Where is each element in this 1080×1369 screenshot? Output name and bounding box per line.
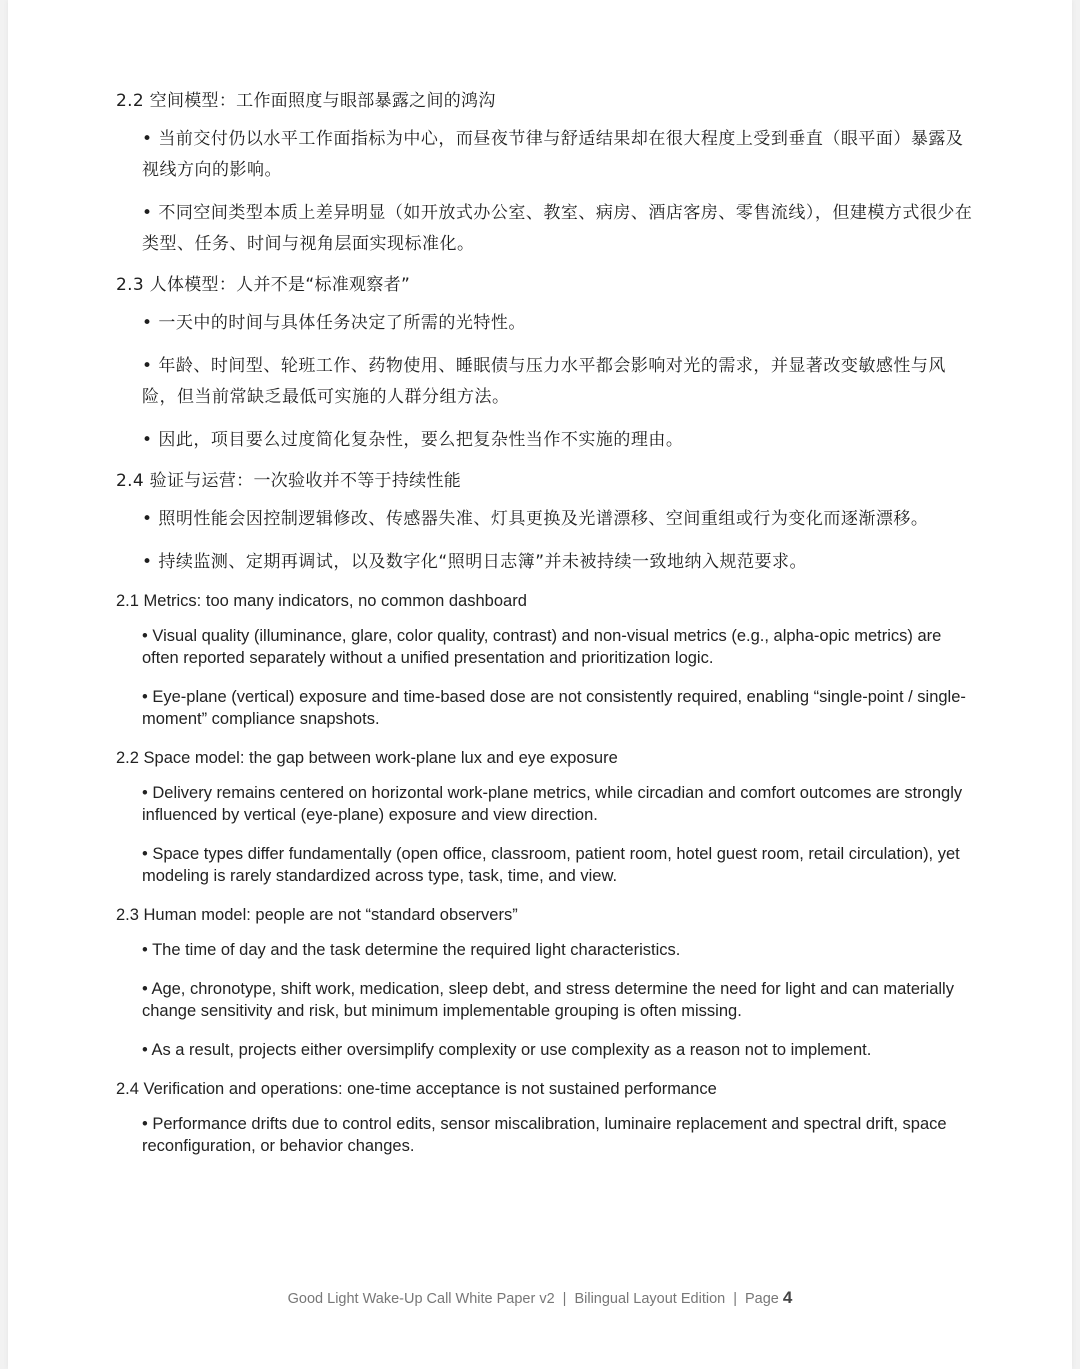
section-heading: 2.1 Metrics: too many indicators, no common dashboard: [116, 592, 527, 610]
page-footer: [8, 1288, 1072, 1308]
bullet-item: • 照明性能会因控制逻辑修改、传感器失准、灯具更换及光谱漂移、空间重组或行为变化而逐渐漂移。: [142, 509, 929, 529]
page-content: [116, 88, 976, 1174]
section-heading: 2.3 Human model: people are not “standard observers”: [116, 906, 518, 924]
page-number: 4: [782, 1288, 793, 1307]
section-heading: 2.2 Space model: the gap between work-plane lux and eye exposure: [116, 749, 618, 767]
bullet-item: • 当前交付仍以水平工作面指标为中心，而昼夜节律与舒适结果却在很大程度上受到垂直（眼平面）暴露及视线方向的影响。: [142, 129, 964, 180]
en-section-2-4: [116, 1078, 976, 1157]
bullet-item: • Delivery remains centered on horizontal work-plane metrics, while circadian and comfort outcomes are strongly influenced by vertical (eye-plane) exposure and view direction.: [142, 784, 963, 824]
document-page: [8, 0, 1072, 1369]
bullet-item: • Eye-plane (vertical) exposure and time-based dose are not consistently required, enabling “single-point / single-moment” compliance snapshots.: [142, 688, 966, 728]
bullet-item: • 不同空间类型本质上差异明显（如开放式办公室、教室、病房、酒店客房、零售流线），但建模方式很少在类型、任务、时间与视角层面实现标准化。: [142, 203, 973, 254]
bullet-item: • As a result, projects either oversimplify complexity or use complexity as a reason not to implement.: [142, 1041, 872, 1059]
bullet-item: • 年龄、时间型、轮班工作、药物使用、睡眠债与压力水平都会影响对光的需求，并显著改变敏感性与风险，但当前常缺乏最低可实施的人群分组方法。: [142, 356, 946, 407]
section-heading: 2.4 验证与运营：一次验收并不等于持续性能: [116, 471, 462, 491]
footer-page-label: Page: [744, 1291, 779, 1307]
section-heading: 2.4 Verification and operations: one-time acceptance is not sustained performance: [116, 1080, 717, 1098]
bullet-item: • 因此，项目要么过度简化复杂性，要么把复杂性当作不实施的理由。: [142, 430, 684, 450]
bullet-item: • Performance drifts due to control edits, sensor miscalibration, luminaire replacement and spectral drift, space reconfiguration, or behavior changes.: [142, 1115, 947, 1155]
bullet-item: • 持续监测、定期再调试，以及数字化“照明日志簿”并未被持续一致地纳入规范要求。: [142, 552, 808, 572]
section-heading: 2.3 人体模型：人并不是“标准观察者”: [116, 275, 411, 295]
en-section-2-2: [116, 747, 976, 887]
en-section-2-1: [116, 590, 976, 730]
footer-separator: |: [562, 1291, 567, 1307]
en-section-2-3: [116, 904, 976, 1061]
bullet-item: • 一天中的时间与具体任务决定了所需的光特性。: [142, 313, 526, 333]
bullet-item: • Visual quality (illuminance, glare, color quality, contrast) and non-visual metrics (e.g., alpha-opic metrics) are often reported separately without a unified presentation and prioritization logic.: [142, 627, 942, 667]
bullet-item: • Space types differ fundamentally (open office, classroom, patient room, hotel guest room, retail circulation), yet modeling is rarely standardized across type, task, time, and view.: [142, 845, 960, 885]
footer-separator: |: [733, 1291, 737, 1307]
zh-section-2-4: [116, 468, 976, 578]
bullet-item: • The time of day and the task determine the required light characteristics.: [142, 941, 681, 959]
footer-edition: Bilingual Layout Edition: [574, 1291, 726, 1307]
section-heading: 2.2 空间模型：工作面照度与眼部暴露之间的鸿沟: [116, 91, 496, 111]
zh-section-2-3: [116, 272, 976, 456]
bullet-item: • Age, chronotype, shift work, medication, sleep debt, and stress determine the need for light and can materially change sensitivity and risk, but minimum implementable grouping is often missing.: [142, 980, 954, 1020]
zh-section-2-2: [116, 88, 976, 260]
footer-title: Good Light Wake-Up Call White Paper v2: [287, 1291, 555, 1307]
